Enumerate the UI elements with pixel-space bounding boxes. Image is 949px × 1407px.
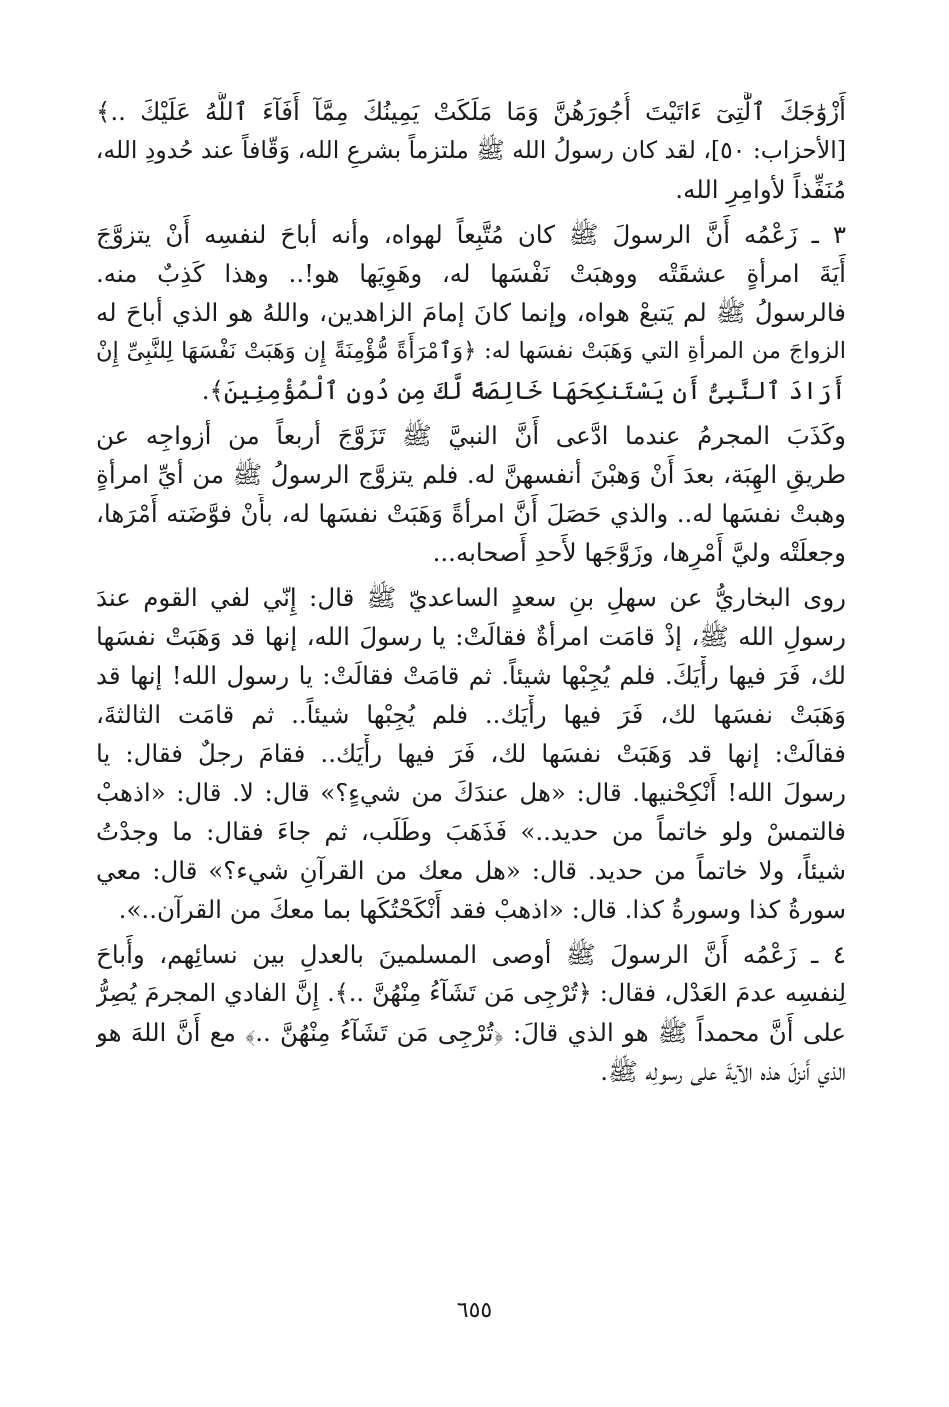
text-line: وهبتْ نفسَها له.. والذي حَصَلَ أَنَّ امرأةً وَهَبَتْ نفسَها له، بأَنْ فوَّضَته أَمْرَها، [96, 499, 846, 528]
paragraph-5 [96, 935, 846, 1091]
text-line: على أَنَّ محمداً ﷺ هو الذي قالَ: ﴿تُرْجِى مَن تَشَآءُ مِنْهُنَّ ..﴾ مع أَنَّ اللهَ هو [96, 1018, 846, 1047]
text-line: أَيَةَ امرأةٍ عشقَتْه ووهبَتْ نَفْسَها له، وهَوِيَها هو!.. وهذا كَذِبٌ منه. [96, 259, 846, 288]
text-line: سورةُ كذا وسورةُ كذا. قال: «اذهبْ فقد أَنْكَحْتُكَها بما معكَ من القرآن..». [118, 895, 846, 924]
paragraph-1 [96, 92, 846, 209]
text-line: شيئاً، ولا خاتماً من حديد. قال: «هل معك من القرآنِ شيء؟» قال: معي [96, 856, 846, 885]
text-line: ٤ ـ زَعْمُه أَنَّ الرسولَ ﷺ أوصى المسلمينَ بالعدلِ بين نسائِهم، وأَباحَ [96, 940, 846, 969]
text-line: ٣ ـ زَعْمُه أَنَّ الرسولَ ﷺ كان مُتَّبِعاً لهواه، وأنه أباحَ لنفسِه أَنْ يتزوَّجَ [96, 220, 846, 249]
text-line: مُنَفِّذاً لأوامِرِ الله. [675, 175, 846, 204]
text-line: أَرَادَ ٱلنَّبِىُّ أَن يَسْتَنكِحَهَا خَالِصَةً لَّكَ مِن دُونِ ٱلْمُؤْمِنِينَ﴾. [201, 376, 846, 405]
text-line: طريقِ الهِبَة، بعدَ أَنْ وَهبْنَ أنفسهنَّ له. فلم يتزوَّج الرسولُ ﷺ من أيِّ امرأةٍ [96, 460, 846, 489]
text-line: فالرسولُ ﷺ لم يَتبعْ هواه، وإنما كانَ إمامَ الزاهدين، واللهُ هو الذي أباحَ له [96, 298, 846, 327]
page-number: ٦٥٥ [456, 1298, 493, 1323]
text-line: الذي أَنزلَ هذه الآيةَ على رسولِه ﷺ. [600, 1057, 846, 1086]
text-line: فالتمسْ ولو خاتماً من حديد..» فَذَهَبَ وطَلَب، ثم جاءَ فقال: ما وجدْتُ [96, 817, 846, 846]
text-line: أَزْوَٰجَكَ ٱلَّٰتِىٓ ءَاتَيْتَ أُجُورَهُنَّ وَمَا مَلَكَتْ يَمِينُكَ مِمَّآ أَفَآءَ ٱللَّهُ عَلَيْكَ ..﴾ [96, 97, 846, 126]
paragraph-3 [96, 416, 846, 572]
text-line: رسولَ الله! أَنْكِحْنيها. قال: «هل عندَكَ من شيءٍ؟» قال: لا. قال: «اذهبْ [96, 778, 846, 807]
paragraph-4 [96, 578, 846, 929]
text-line: فقالَتْ: إنها قد وَهَبَتْ نفسَها لك، فَرَ فيها رأْيَك.. فقامَ رجلٌ فقال: يا [96, 739, 846, 768]
text-line: الزواجَ من المرأةِ التي وَهَبَتْ نفسَها له: ﴿وَٱمْرَأَةً مُّؤْمِنَةً إِن وَهَبَتْ نَفْسَهَا لِلنَّبِىِّ إِنْ [96, 338, 846, 364]
text-line: وجعلَتْه وليَّ أَمْرِها، وزَوَّجَها لأَحدِ أَصحابه... [432, 538, 846, 567]
text-line: لِنفسِه عدمَ العَدْل، فقال: ﴿تُرْجِى مَن تَشَآءُ مِنْهُنَّ ..﴾. إِنَّ الفادي المجرمَ يُصِرُّ [96, 979, 846, 1007]
page-body [96, 92, 846, 1097]
text-line: رسولِ الله ﷺ، إذْ قامَت امرأةٌ فقالَتْ: يا رسولَ الله، إنها قد وَهَبَتْ نفسَها [96, 622, 846, 651]
text-line: وكَذَبَ المجرمُ عندما ادَّعى أَنَّ النبيَّ ﷺ تَزَوَّجَ أربعاً من أزواجِه عن [96, 421, 846, 450]
text-line: وَهَبَتْ نفسَها لك، فَرَ فيها رأْيَك.. فلم يُجِبْها شيئاً.. ثم قامَت الثالثةَ، [96, 700, 846, 729]
text-line: روى البخاريُّ عن سهلِ بنِ سعدٍ الساعديّ ﷺ قال: إِنّي لفي القوم عندَ [96, 583, 846, 612]
paragraph-2 [96, 215, 846, 410]
text-line: لك، فَرَ فيها رأْيَكَ. فلم يُجِبْها شيئاً. ثم قامَتْ فقالَتْ: يا رسول الله! إنها قد [96, 661, 846, 690]
text-line: [الأحزاب: ٥٠]، لقد كان رسولُ الله ﷺ ملتزماً بشرعِ الله، وَقّافاً عند حُدودِ الله، [96, 136, 846, 164]
